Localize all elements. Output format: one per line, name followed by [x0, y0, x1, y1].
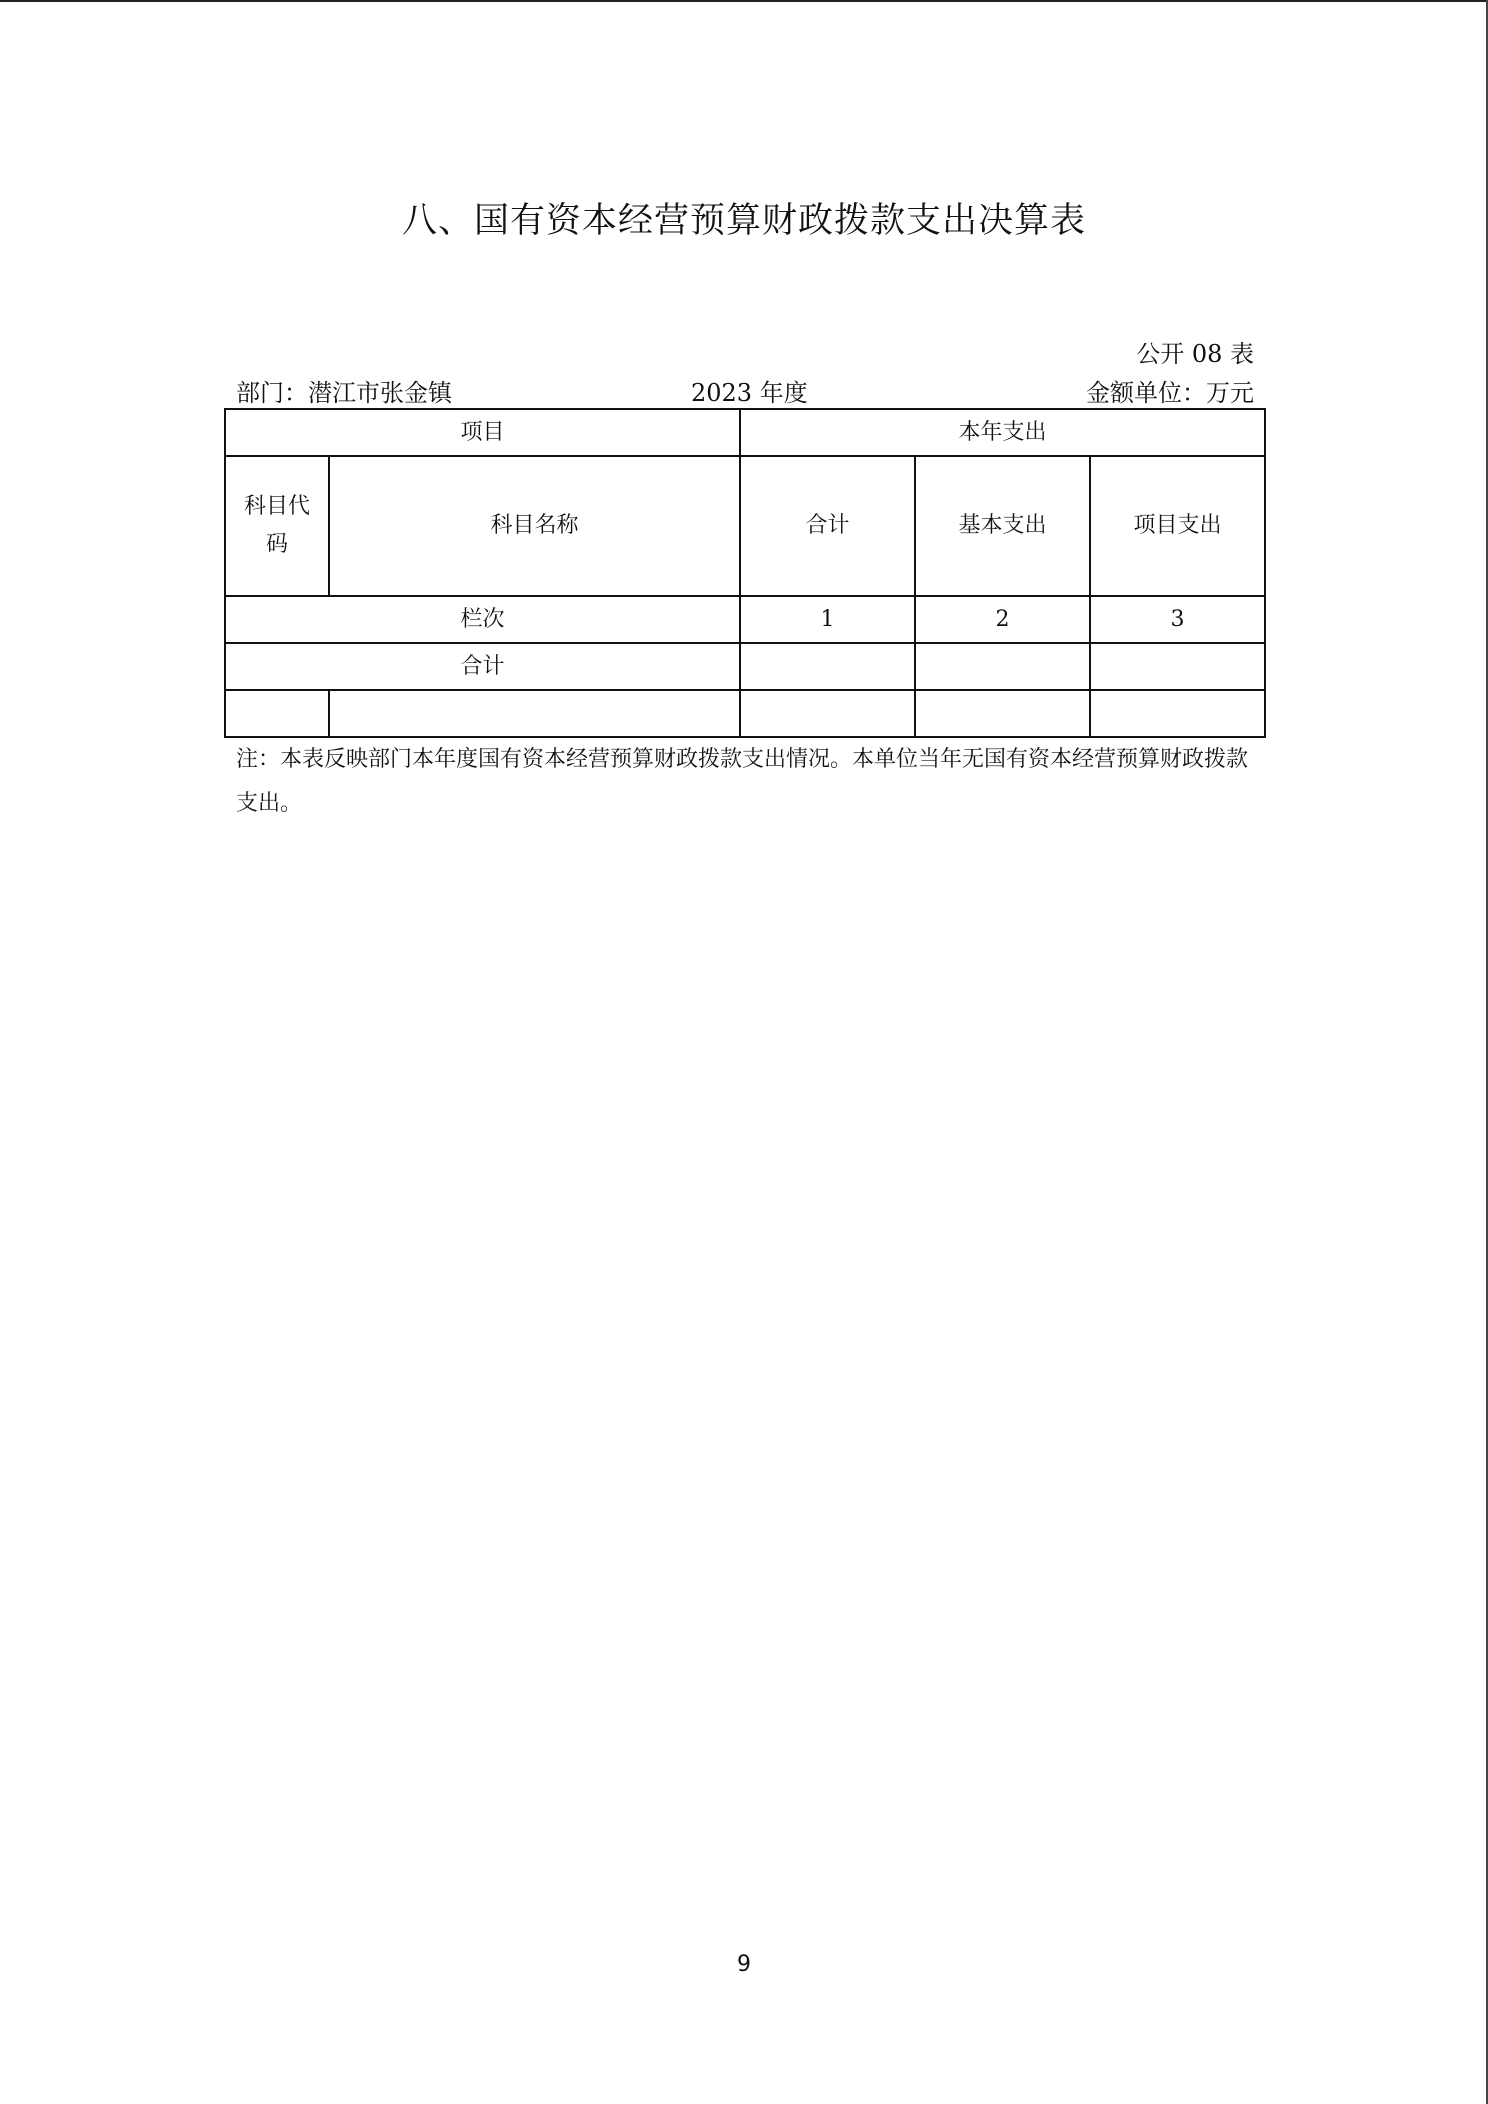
table-index-row — [225, 596, 1265, 643]
col-code-header: 科目代码 — [225, 456, 329, 596]
col-project-header: 项目支出 — [1090, 456, 1265, 596]
table-note: 注：本表反映部门本年度国有资本经营预算财政拨款支出情况。本单位当年无国有资本经营预算财政拨款支出。 — [236, 747, 1249, 816]
header-expense-cell: 本年支出 — [740, 409, 1265, 456]
header-item-cell: 项目 — [225, 409, 740, 456]
year-label: 2023 年度 — [691, 379, 808, 407]
table-total-row — [225, 643, 1265, 690]
blank-basic-cell — [915, 690, 1090, 737]
row-total-label: 合计 — [225, 643, 740, 690]
table-row — [225, 690, 1265, 737]
total-value-cell — [740, 643, 915, 690]
blank-name-cell — [329, 690, 740, 737]
expense-table — [224, 408, 1266, 738]
index-1-cell: 1 — [740, 596, 915, 643]
col-name-header: 科目名称 — [329, 456, 740, 596]
total-project-cell — [1090, 643, 1265, 690]
col-total-header: 合计 — [740, 456, 915, 596]
form-code: 公开 08 表 — [1136, 340, 1254, 368]
blank-code-cell — [225, 690, 329, 737]
department-label: 部门：潜江市张金镇 — [236, 379, 452, 407]
meta-row — [236, 373, 1254, 407]
index-2-cell: 2 — [915, 596, 1090, 643]
blank-project-cell — [1090, 690, 1265, 737]
table-header-row — [225, 409, 1265, 456]
total-basic-cell — [915, 643, 1090, 690]
blank-total-cell — [740, 690, 915, 737]
unit-label: 金额单位：万元 — [1086, 379, 1254, 407]
page-border-top — [0, 0, 1488, 2]
index-3-cell: 3 — [1090, 596, 1265, 643]
col-basic-header: 基本支出 — [915, 456, 1090, 596]
row-index-label: 栏次 — [225, 596, 740, 643]
page-number: 9 — [737, 1952, 751, 1977]
page-title: 八、国有资本经营预算财政拨款支出决算表 — [401, 201, 1086, 241]
table-subheader-row — [225, 456, 1265, 596]
